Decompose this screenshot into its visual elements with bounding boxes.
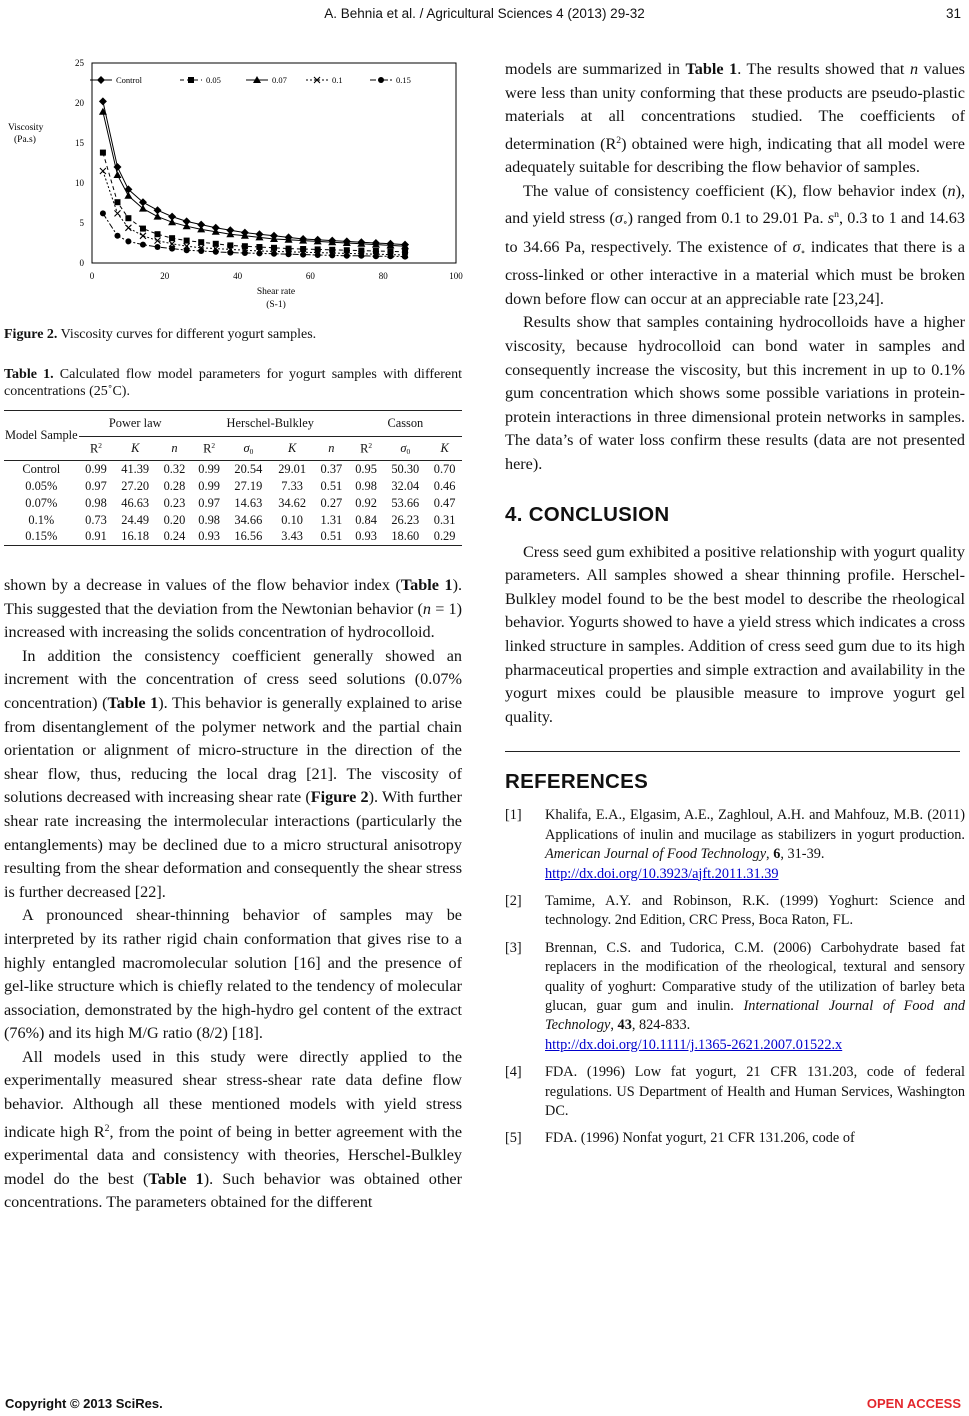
reference-number: [1] <box>505 807 522 824</box>
reference-number: [5] <box>505 1130 522 1147</box>
table-cell: 0.99 <box>198 478 220 493</box>
subheader-r2: $R^2$ <box>89 440 102 456</box>
data-point <box>387 253 393 259</box>
paragraph: A pronounced shear-thinning behavior of samples may be interpreted by its rather rigid chain conformation that gives rise to a highly entangled macromolecular solution [16] and the presence of gel-like structure which is chiefly related to the tendency of molecular association, demonstrated by the high-hydro gel content of the extract (76%) and its high M/G ratio (8/2) [18]. <box>4 906 462 1043</box>
data-point <box>100 150 106 156</box>
data-point <box>155 244 161 250</box>
data-point <box>125 215 131 221</box>
table-cell: 46.63 <box>121 495 150 510</box>
data-point <box>300 252 306 258</box>
x-tick-label: 40 <box>233 271 243 281</box>
conclusion-heading: 4. CONCLUSION <box>505 502 670 526</box>
data-point <box>227 250 233 256</box>
copyright-text: Copyright © 2013 SciRes. <box>5 1396 163 1411</box>
table-row <box>4 512 462 529</box>
table-row-label: 0.05% <box>25 478 58 493</box>
data-point <box>373 253 379 259</box>
table-row <box>4 495 462 512</box>
table-cell: 0.23 <box>163 495 186 510</box>
table-cell: 0.97 <box>198 495 220 510</box>
figure-caption-text: Viscosity curves for different yogurt samples. <box>57 327 317 342</box>
data-point <box>329 252 335 258</box>
data-point <box>184 238 190 244</box>
paragraph: In addition the consistency coefficient generally showed an increment with the concentration of cress seed solutions (0.07% concentration) (Table 1). This behavior is generally explained to arise from disentanglement of the polymer network and the partial chain orientation or alignment of micro-structure in the direction of the shear flow, thus, reducing the local drag [21]. The viscosity of solutions decreased with increasing shear rate (Figure 2). With further shear rate increasing the intermolecular interactions (particularly the entanglements) may be declined due to a micro structural anisotropy resulting from the shear deformation and consequently the shear stress is further decreased [22]. <box>4 646 463 901</box>
table-header-power-law: Power law <box>79 411 192 437</box>
legend-label: 0.07 <box>272 75 287 85</box>
data-point <box>402 254 408 260</box>
data-point <box>99 97 107 105</box>
data-point <box>124 192 132 199</box>
table-cell: 0.98 <box>355 478 377 493</box>
table-row <box>4 461 462 478</box>
reference-text: FDA. (1996) Low fat yogurt, 21 CFR 131.203, code of federal regulations. US Department of Health and Human Services, Washington DC. <box>545 1064 965 1119</box>
table-cell: 0.46 <box>433 478 456 493</box>
data-point <box>315 246 321 252</box>
table-cell: 0.98 <box>198 512 220 527</box>
data-point <box>184 247 190 253</box>
legend-label: 0.05 <box>206 75 221 85</box>
subheader-sigma0: $\sigma_0$ <box>243 440 254 457</box>
table-row <box>4 478 462 495</box>
data-point <box>169 246 175 252</box>
flow-model-table <box>4 410 462 546</box>
table-cell: 34.62 <box>278 495 307 510</box>
data-point <box>125 238 131 244</box>
open-access-label: OPEN ACCESS <box>866 1396 961 1411</box>
data-point <box>100 210 106 216</box>
data-point <box>114 210 120 216</box>
reference-item <box>505 1063 965 1121</box>
table-cell: 0.27 <box>320 495 343 510</box>
y-tick-label: 10 <box>75 178 84 188</box>
table-cell: 20.54 <box>226 461 270 478</box>
y-axis-unit: (Pa.s) <box>14 135 36 145</box>
data-point <box>286 251 292 257</box>
data-point <box>344 253 350 259</box>
data-point <box>100 168 106 174</box>
reference-text: FDA. (1996) Nonfat yogurt, 21 CFR 131.206, code of <box>545 1130 855 1147</box>
reference-item <box>505 1129 965 1148</box>
table-row-label: Control <box>4 461 79 478</box>
data-point <box>169 235 175 241</box>
reference-item <box>505 892 965 931</box>
figure-caption-label: Figure 2. <box>4 327 58 342</box>
reference-item <box>505 939 965 1055</box>
data-point <box>358 248 364 254</box>
table-cell: 26.23 <box>391 512 420 527</box>
table-cell: 0.10 <box>281 512 303 527</box>
table-cell: 3.43 <box>270 529 314 546</box>
right-column <box>505 58 965 1157</box>
table-cell: 0.51 <box>314 529 349 546</box>
table-cell: 24.49 <box>121 512 150 527</box>
subheader-k: K <box>440 441 449 455</box>
legend-label: 0.15 <box>396 75 411 85</box>
x-tick-label: 80 <box>378 271 388 281</box>
table-cell: 0.24 <box>157 529 192 546</box>
series-line <box>103 101 405 244</box>
table-cell: 27.20 <box>121 478 150 493</box>
table-cell: 0.47 <box>433 495 456 510</box>
y-axis-label: Viscosity <box>8 123 44 133</box>
legend-label: Control <box>116 75 142 85</box>
series-line <box>103 112 405 246</box>
data-point <box>198 239 204 245</box>
table-cell: 0.37 <box>314 461 349 478</box>
table-cell: 0.51 <box>320 478 343 493</box>
data-point <box>256 250 262 256</box>
table-row-label: 0.07% <box>25 495 58 510</box>
table-row-label: 0.15% <box>4 529 79 546</box>
data-point <box>198 248 204 254</box>
table-cell: 7.33 <box>281 478 303 493</box>
data-point <box>344 247 350 253</box>
subheader-k: K <box>131 441 140 455</box>
x-tick-label: 0 <box>89 271 95 281</box>
legend-marker <box>188 77 194 83</box>
left-column <box>4 58 462 1215</box>
viscosity-chart <box>4 58 462 320</box>
data-point <box>140 242 146 248</box>
table-cell: 0.95 <box>349 461 384 478</box>
data-point <box>154 213 162 220</box>
subheader-n: n <box>171 441 178 455</box>
reference-item <box>505 806 965 884</box>
table-cell: 0.98 <box>85 495 107 510</box>
references-heading: REFERENCES <box>505 770 649 794</box>
table-cell: 34.66 <box>234 512 263 527</box>
table-cell: 27.19 <box>234 478 263 493</box>
divider <box>505 751 960 752</box>
table-cell: 1.31 <box>320 512 343 527</box>
paragraph: The value of consistency coefficient (K), flow behavior index (n), and yield stress $(\sigma_\circ)$ ranged from 0.1 to 29.01 Pa. $s^n$, 0.3 to 1 and 14.63 to 34.66 Pa, respectively. The existence of $\sigma_\circ$ indicates that there is a cross-linked or other interactive in a material which must be broken down before flow can occur at an appreciable rate [23,24]. <box>505 181 966 308</box>
table-cell: 0.99 <box>79 461 114 478</box>
table-cell: 18.60 <box>383 529 427 546</box>
figure-caption <box>4 326 462 344</box>
data-point <box>168 218 176 225</box>
table-header-casson: Casson <box>349 411 462 437</box>
x-tick-label: 100 <box>449 271 463 281</box>
conclusion-paragraph: Cress seed gum exhibited a positive relationship with yogurt quality parameters. All samples showed a shear thinning profile. Herschel-Bulkley model found to be the best model to describe the rheological behavior. Yogurts showed to have a yield stress which indicates a cross linked structure in samples. Addition of cress seed gum due to its high pharmaceutical properties and simple extraction and availability in the yogurt mixes could be plausible measure to improve yogurt gel quality. <box>505 542 965 726</box>
data-point <box>114 199 120 205</box>
reference-doi-link[interactable]: http://dx.doi.org/10.3923/ajft.2011.31.39 <box>545 865 779 882</box>
table-cell: 29.01 <box>270 461 314 478</box>
reference-number: [3] <box>505 939 522 956</box>
table-cell: 14.63 <box>234 495 263 510</box>
table-caption-text: Calculated flow model parameters for yogurt samples with different concentrations (25˚C). <box>4 367 462 399</box>
paragraph: shown by a decrease in values of the flow behavior index (Table 1). This suggested that the deviation from the Newtonian behavior (n = 1) increased with increasing the solids concentration of hydrocolloid. <box>4 576 462 642</box>
paragraph: All models used in this study were directly applied to the experimentally measured shear stress-shear rate data define flow behavior. Although all these mentioned models with yield stress indicate high $R^2$, from the point of being in better agreement with the experimental data and consistency with theories, Herschel-Bulkley model do the best (Table 1). Such behavior was obtained other concentrations. The parameters obtained for the different <box>4 1047 463 1212</box>
table-cell: 41.39 <box>113 461 157 478</box>
x-tick-label: 20 <box>160 271 170 281</box>
data-point <box>242 250 248 256</box>
subheader-k: K <box>288 441 297 455</box>
table-cell: 0.73 <box>85 512 107 527</box>
table-cell: 50.30 <box>383 461 427 478</box>
reference-text: Khalifa, E.A., Elgasim, A.E., Zaghloul, A.H. and Mahfouz, M.B. (2011) Applications of inulin and mucilage as stabilizers in yogurt production. American Journal of Food Technology, 6, 31-39. http://dx.doi.org/10.3923/ajft.2011.31.39 <box>545 807 965 882</box>
subheader-r2: $R^2$ <box>360 440 373 456</box>
data-point <box>358 253 364 259</box>
figure-2 <box>4 58 462 320</box>
x-tick-label: 60 <box>305 271 315 281</box>
table-cell: 0.93 <box>349 529 384 546</box>
table-cell: 0.29 <box>427 529 462 546</box>
data-point <box>140 226 146 232</box>
table-cell: 0.32 <box>157 461 192 478</box>
data-point <box>140 233 146 239</box>
y-tick-label: 5 <box>79 218 84 228</box>
data-point <box>125 225 131 231</box>
reference-number: [4] <box>505 1064 522 1081</box>
table-cell: 16.56 <box>226 529 270 546</box>
table-cell: 0.91 <box>79 529 114 546</box>
x-axis-unit: (S-1) <box>266 300 286 310</box>
running-title: A. Behnia et al. / Agricultural Sciences 4 (2013) 29-32 <box>324 6 645 21</box>
table-cell: 0.28 <box>163 478 186 493</box>
table-cell: 0.93 <box>192 529 227 546</box>
legend-marker <box>97 76 105 84</box>
data-point <box>271 251 277 257</box>
data-point <box>155 231 161 237</box>
y-tick-label: 15 <box>75 138 84 148</box>
table-cell: 0.99 <box>192 461 227 478</box>
table-row <box>4 529 462 546</box>
y-tick-label: 25 <box>75 58 84 68</box>
table-cell: 0.31 <box>433 512 456 527</box>
data-point <box>329 247 335 253</box>
y-tick-label: 20 <box>75 98 84 108</box>
table-row-label: 0.1% <box>28 512 55 527</box>
reference-text: Brennan, C.S. and Tudorica, C.M. (2006) Carbohydrate based fat replacers in the modification of the rheological, textural and sensory quality of yoghurt: Comparative study of the utilization of barley beta glucan, guar gum and inulin. International Journal of Food and Technology, 43, 824-833. http://dx.doi.org/10.1111/j.1365-2621.2007.01522.x <box>545 939 965 1053</box>
y-tick-label: 0 <box>79 258 84 268</box>
running-header <box>0 6 969 26</box>
table-cell: 0.70 <box>427 461 462 478</box>
paragraph: models are summarized in Table 1. The results showed that n values were less than unity conforming that these products are pseudo-plastic materials at all concentrations studied. The coefficients of determination $(R^2)$ obtained were high, indicating that all model were adequately suitable for describing the flow behavior of samples. <box>505 60 965 177</box>
subheader-r2: $R^2$ <box>203 440 216 456</box>
table-caption <box>4 366 462 400</box>
data-point <box>300 246 306 252</box>
table-caption-label: Table 1. <box>4 367 54 382</box>
subheader-sigma0: $\sigma_0$ <box>400 440 411 457</box>
reference-doi-link[interactable]: http://dx.doi.org/10.1111/j.1365-2621.2007.01522.x <box>545 1036 843 1053</box>
subheader-n: n <box>328 441 335 455</box>
references-list <box>505 806 965 1149</box>
table-cell: 0.84 <box>355 512 377 527</box>
paragraph: Results show that samples containing hydrocolloids have a higher viscosity, because hydrocolloid can bond water in samples and consequently increase the viscosity, but this increment in up to 0.1% gum concentration which shows some possible variations in protein-protein interactions in three dimensional protein networks in samples. The data’s of water loss confirm these results (data are not presented here). <box>505 313 965 473</box>
table-cell: 32.04 <box>391 478 420 493</box>
data-point <box>315 252 321 258</box>
page-number: 31 <box>945 6 961 21</box>
data-point <box>114 233 120 239</box>
table-header-model-sample: Model Sample <box>4 411 79 461</box>
table-cell: 0.20 <box>163 512 186 527</box>
table-cell: 0.92 <box>355 495 377 510</box>
legend-marker <box>378 77 384 83</box>
table-cell: 16.18 <box>113 529 157 546</box>
data-point <box>99 108 107 115</box>
data-point <box>213 249 219 255</box>
reference-text: Tamime, A.Y. and Robinson, R.K. (1999) Yoghurt: Science and technology. 2nd Edition, CRC Press, Boca Raton, FL. <box>545 892 965 929</box>
data-point <box>373 248 379 254</box>
x-axis-label: Shear rate <box>256 287 296 297</box>
table-cell: 53.66 <box>391 495 420 510</box>
data-point <box>286 246 292 252</box>
table-header-herschel-bulkley: Herschel-Bulkley <box>192 411 349 437</box>
legend-label: 0.1 <box>332 75 343 85</box>
reference-number: [2] <box>505 892 522 909</box>
table-cell: 0.97 <box>85 478 107 493</box>
